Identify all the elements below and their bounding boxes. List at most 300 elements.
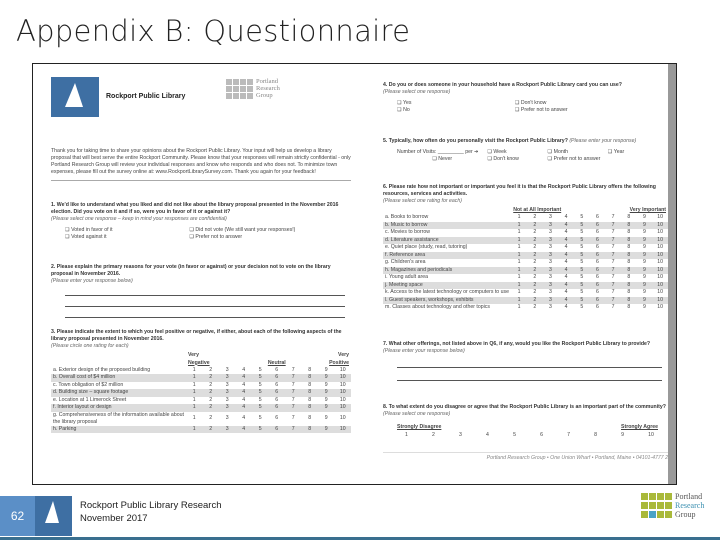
rating-option[interactable]: 8 (308, 381, 312, 388)
rating-option[interactable]: 5 (574, 252, 590, 260)
rating-option[interactable]: 1 (511, 282, 527, 290)
prg-logo (226, 78, 280, 99)
rating-option[interactable]: 2 (527, 282, 543, 290)
option[interactable]: ❑ Prefer not to answer (547, 156, 601, 163)
rating-option[interactable]: 8 (627, 274, 631, 281)
rating-option[interactable]: 2 (533, 304, 537, 311)
rating-option[interactable]: 8 (627, 244, 631, 251)
rating-option[interactable]: 8 (627, 259, 631, 266)
rating-option[interactable]: 8 (308, 396, 312, 403)
rating-option[interactable]: 1 (186, 374, 203, 382)
rating-option[interactable]: 1 (192, 381, 196, 388)
rating-option[interactable]: 6 (596, 229, 599, 236)
rating-option[interactable]: 6 (269, 389, 286, 397)
rating-option[interactable]: 4 (558, 252, 574, 260)
rating-option[interactable]: 5 (574, 267, 590, 275)
rating-option[interactable]: 10 (339, 366, 346, 373)
scale-label: Strongly Agree (621, 424, 658, 431)
rating-option[interactable]: 5 (258, 381, 262, 388)
rating-option[interactable]: 8 (594, 432, 597, 439)
rating-row (383, 259, 668, 267)
row-label: d. Building size – square footage (51, 389, 186, 397)
slide-title: Appendix B: Questionnaire (16, 14, 411, 48)
rating-option[interactable]: 2 (533, 214, 537, 221)
rating-option[interactable]: 2 (527, 252, 543, 260)
rating-option[interactable]: 8 (627, 304, 631, 311)
rating-option[interactable]: 4 (486, 432, 489, 439)
rating-option[interactable]: 4 (236, 404, 253, 412)
rating-option[interactable]: 9 (637, 297, 653, 305)
question-hint: (Please enter your response below) (383, 348, 465, 355)
rating-option[interactable]: 3 (548, 274, 552, 281)
rating-option[interactable]: 8 (308, 415, 312, 422)
rating-option[interactable]: 6 (596, 214, 599, 221)
rating-option[interactable]: 6 (590, 267, 606, 275)
rating-option[interactable]: 10 (335, 426, 352, 434)
rating-option[interactable]: 1 (186, 389, 203, 397)
rating-option[interactable]: 8 (621, 222, 637, 230)
rating-option[interactable]: 5 (580, 259, 584, 266)
rating-option[interactable]: 8 (308, 366, 312, 373)
row-label: l. Guest speakers, workshops, exhibits (383, 297, 511, 305)
rating-option[interactable]: 4 (558, 282, 574, 290)
question-hint: (Please select one response – keep in mind your responses are confidential) (51, 216, 227, 223)
rating-option[interactable]: 6 (596, 244, 599, 251)
rating-option[interactable]: 1 (517, 259, 521, 266)
rating-option[interactable]: 2 (533, 289, 537, 296)
rating-option[interactable]: 4 (242, 381, 246, 388)
rating-option[interactable]: 6 (269, 374, 286, 382)
rating-option[interactable]: 7 (611, 244, 615, 251)
rating-option[interactable]: 2 (533, 259, 537, 266)
option[interactable]: ❑ Year (607, 149, 625, 156)
rating-row (51, 382, 351, 390)
rating-row (51, 426, 351, 434)
rating-option[interactable]: 4 (558, 237, 574, 245)
rating-option[interactable]: 5 (580, 214, 584, 221)
option[interactable]: ❑ Don't know (487, 156, 519, 163)
rating-option[interactable]: 2 (432, 432, 435, 439)
rating-option[interactable]: 3 (225, 396, 229, 403)
rating-option[interactable]: 5 (574, 237, 590, 245)
option[interactable]: ❑ Month (547, 149, 569, 156)
answer-line[interactable] (65, 317, 345, 318)
answer-line[interactable] (65, 306, 345, 307)
rating-option[interactable]: 10 (648, 432, 654, 439)
rating-option[interactable]: 5 (252, 389, 269, 397)
rating-option[interactable]: 7 (611, 289, 615, 296)
rating-option[interactable]: 1 (511, 237, 527, 245)
question-text: 4. Do you or does someone in your household have a Rockport Public Library card you can use? (383, 82, 622, 88)
rating-option[interactable]: 9 (637, 222, 653, 230)
question-text: 6. Please rate how not important or important you feel it is that the Rockport Public Library offers the following resources, services and activities. (383, 184, 656, 198)
rating-option[interactable]: 5 (258, 396, 262, 403)
rating-option[interactable]: 1 (192, 396, 196, 403)
option[interactable]: ❑ Did not vote (We still want your responses!) (189, 227, 296, 234)
rating-option[interactable]: 7 (285, 374, 302, 382)
intro-text: Thank you for taking time to share your opinions about the Rockport Public Library. Your input will help us develop a library proposal that will best serve the entire Rockport Community. Please know that your responses will remain strictly confidential - only Portland Research Group will review your individual responses and know who responds and who does not. To minimize town expenses, please fill out the survey online at: www.RockportLibrarySurvey.com. Thank you again for your feedback! (51, 148, 351, 181)
rating-option[interactable]: 1 (405, 432, 408, 439)
rating-option[interactable]: 1 (517, 289, 521, 296)
rating-option[interactable]: 5 (252, 404, 269, 412)
rating-option[interactable]: 8 (621, 282, 637, 290)
rating-option[interactable]: 8 (627, 289, 631, 296)
rating-option[interactable]: 8 (621, 297, 637, 305)
row-label: c. Movies to borrow (385, 229, 430, 236)
rating-option[interactable]: 10 (335, 404, 352, 412)
rating-option[interactable]: 7 (291, 366, 295, 373)
rating-option[interactable]: 5 (252, 426, 269, 434)
rating-option[interactable]: 3 (548, 289, 552, 296)
rating-option[interactable]: 5 (580, 289, 584, 296)
rating-option[interactable]: 7 (611, 259, 615, 266)
rating-option[interactable]: 8 (627, 214, 631, 221)
scale-label: Very Important (629, 207, 666, 214)
rating-option[interactable]: 6 (596, 289, 599, 296)
rating-option[interactable]: 2 (527, 267, 543, 275)
rating-option[interactable]: 3 (543, 267, 559, 275)
rating-option[interactable]: 3 (548, 214, 552, 221)
rating-option[interactable]: 4 (564, 214, 568, 221)
rating-option[interactable]: 3 (548, 244, 552, 251)
question-3 (51, 329, 351, 433)
rating-option[interactable]: 4 (564, 289, 568, 296)
rating-option[interactable]: 3 (225, 415, 229, 422)
page-footer: Portland Research Group • One Union Wharf • Portland, Maine • 04101-4777 2 (383, 452, 668, 462)
rating-option[interactable]: 10 (652, 297, 668, 305)
rating-row (383, 229, 668, 237)
rating-option[interactable]: 5 (580, 274, 584, 281)
rating-option[interactable]: 10 (657, 214, 664, 221)
rating-row (383, 282, 668, 290)
rating-option[interactable]: 6 (596, 304, 599, 311)
rating-option[interactable]: 5 (580, 304, 584, 311)
rating-option[interactable]: 2 (533, 274, 537, 281)
rating-option[interactable]: 4 (242, 396, 246, 403)
rating-option[interactable]: 5 (580, 229, 584, 236)
rating-option[interactable]: 2 (203, 426, 220, 434)
question-hint: (Please enter your response) (569, 138, 637, 144)
rating-row (51, 367, 351, 375)
rating-option[interactable]: 4 (564, 259, 568, 266)
option[interactable]: ❑ Voted in favor of it (65, 227, 113, 234)
rating-option[interactable]: 10 (652, 267, 668, 275)
question-hint: (Please enter your response below) (51, 278, 133, 285)
rating-option[interactable]: 6 (590, 297, 606, 305)
rating-option[interactable]: 1 (511, 297, 527, 305)
rating-option[interactable]: 10 (652, 282, 668, 290)
rating-option[interactable]: 2 (209, 415, 213, 422)
option[interactable]: ❑ Voted against it (65, 234, 107, 241)
rating-option[interactable]: 8 (621, 252, 637, 260)
rating-option[interactable]: 6 (269, 404, 286, 412)
rating-option[interactable]: 1 (192, 366, 196, 373)
rating-option[interactable]: 9 (643, 229, 646, 236)
rating-option[interactable]: 7 (605, 222, 621, 230)
rating-option[interactable]: 10 (339, 415, 346, 422)
answer-line[interactable] (397, 380, 662, 381)
rating-option[interactable]: 10 (335, 374, 352, 382)
rating-option[interactable]: 3 (225, 366, 229, 373)
option[interactable]: ❑ Never (432, 156, 453, 163)
rating-option[interactable]: 8 (621, 267, 637, 275)
question-7 (383, 341, 668, 381)
rating-option[interactable]: 9 (318, 404, 335, 412)
questionnaire-image (32, 63, 677, 485)
rating-option[interactable]: 2 (203, 374, 220, 382)
rating-option[interactable]: 10 (652, 237, 668, 245)
rating-option[interactable]: 2 (527, 222, 543, 230)
question-hint: (Please select one response) (383, 89, 451, 96)
rating-row (383, 274, 668, 282)
scale-label: Very (338, 352, 349, 359)
rating-option[interactable]: 7 (611, 214, 615, 221)
rating-option[interactable]: 6 (275, 381, 279, 388)
rating-option[interactable]: 10 (335, 389, 352, 397)
rating-option[interactable]: 5 (574, 222, 590, 230)
rating-option[interactable]: 3 (219, 389, 236, 397)
rating-option[interactable]: 10 (657, 289, 664, 296)
prg-logo-footer (641, 493, 704, 519)
rating-row (383, 244, 668, 252)
rating-option[interactable]: 4 (242, 366, 246, 373)
rating-option[interactable]: 2 (533, 244, 537, 251)
rating-option[interactable]: 2 (527, 237, 543, 245)
scale-label: Not at All Important (513, 207, 562, 214)
scale-label: Strongly Disagree (397, 424, 442, 431)
rating-option[interactable]: 3 (543, 282, 559, 290)
rating-option[interactable]: 3 (543, 222, 559, 230)
option[interactable]: ❑ Prefer not to answer (514, 107, 568, 114)
rating-row (383, 267, 668, 275)
rating-option[interactable]: 7 (605, 237, 621, 245)
rating-option[interactable]: 10 (652, 222, 668, 230)
rating-option[interactable]: 3 (459, 432, 462, 439)
rating-option[interactable]: 4 (564, 244, 568, 251)
question-4 (383, 82, 668, 114)
row-label: a. Exterior design of the proposed building (53, 366, 151, 373)
rating-option[interactable]: 6 (590, 237, 606, 245)
rating-option[interactable]: 1 (517, 274, 521, 281)
rating-option[interactable]: 2 (209, 396, 213, 403)
rating-option[interactable]: 4 (564, 274, 568, 281)
rating-option[interactable]: 5 (252, 374, 269, 382)
rating-option[interactable]: 10 (339, 396, 346, 403)
rating-option[interactable]: 8 (302, 374, 319, 382)
rating-option[interactable]: 4 (236, 374, 253, 382)
option[interactable]: ❑ Prefer not to answer (189, 234, 243, 241)
row-label: b. Overall cost of $4 million (51, 374, 186, 382)
rating-option[interactable]: 7 (285, 426, 302, 434)
rating-option[interactable]: 6 (596, 259, 599, 266)
rating-option[interactable]: 6 (275, 366, 279, 373)
rating-option[interactable]: 10 (657, 274, 664, 281)
rating-option[interactable]: 8 (302, 404, 319, 412)
rating-option[interactable]: 7 (605, 282, 621, 290)
rating-option[interactable]: 8 (621, 237, 637, 245)
rating-option[interactable]: 3 (543, 297, 559, 305)
rating-option[interactable]: 9 (637, 252, 653, 260)
rating-option[interactable]: 7 (567, 432, 570, 439)
rating-option[interactable]: 7 (605, 252, 621, 260)
rating-option[interactable]: 2 (209, 381, 213, 388)
rating-option[interactable]: 2 (203, 389, 220, 397)
row-label: k. Access to the latest technology or computers to use (385, 289, 509, 296)
rating-option[interactable]: 5 (513, 432, 516, 439)
rating-option[interactable]: 9 (324, 366, 328, 373)
option[interactable]: ❑ Don't know (514, 100, 547, 107)
prg-word: Research (675, 500, 705, 510)
rating-option[interactable]: 1 (186, 404, 203, 412)
rating-option[interactable]: 3 (543, 252, 559, 260)
question-text: 5. Typically, how often do you personally visit the Rockport Public Library? (383, 138, 568, 144)
rating-row (383, 214, 668, 222)
prg-word: Portland (675, 492, 703, 501)
rating-option[interactable]: 6 (275, 396, 279, 403)
question-hint: (Please circle one rating for each) (51, 343, 129, 350)
rating-option[interactable]: 9 (318, 374, 335, 382)
rating-option[interactable]: 2 (203, 404, 220, 412)
row-label: e. Quiet place (study, read, tutoring) (385, 244, 468, 251)
scale-label: Neutral (267, 359, 286, 366)
question-text: 2. Please explain the primary reasons for your vote (in favor or against) or your decision not to vote on the library proposal in November 2016. (51, 264, 331, 278)
option[interactable]: ❑ Week (487, 149, 507, 156)
rating-option[interactable]: 1 (517, 304, 521, 311)
rating-row (51, 397, 351, 405)
rating-option[interactable]: 4 (564, 304, 568, 311)
rating-option[interactable]: 1 (511, 222, 527, 230)
rating-option[interactable]: 6 (590, 222, 606, 230)
rating-option[interactable]: 3 (219, 426, 236, 434)
rating-option[interactable]: 7 (605, 297, 621, 305)
question-hint: (Please select one response) (383, 411, 451, 418)
rating-option[interactable]: 4 (564, 229, 568, 236)
rating-option[interactable]: 5 (258, 366, 262, 373)
answer-line[interactable] (65, 295, 345, 296)
row-label: h. Parking (51, 426, 186, 434)
rating-table-q3 (51, 352, 351, 433)
rating-option[interactable]: 8 (627, 229, 631, 236)
prg-word: Group (256, 92, 273, 100)
rating-option[interactable]: 10 (657, 304, 664, 311)
rating-row (51, 389, 351, 397)
rating-option[interactable]: 9 (637, 282, 653, 290)
rating-option[interactable]: 1 (511, 267, 527, 275)
rating-option[interactable]: 6 (590, 282, 606, 290)
rating-option[interactable]: 1 (517, 214, 521, 221)
rating-option[interactable]: 5 (580, 244, 584, 251)
option[interactable]: ❑ Yes (397, 100, 412, 107)
rating-option[interactable]: 4 (236, 389, 253, 397)
rating-option[interactable]: 3 (548, 304, 552, 311)
rating-option[interactable]: 4 (236, 426, 253, 434)
rating-option[interactable]: 8 (302, 389, 319, 397)
rating-option[interactable]: 7 (611, 274, 615, 281)
rating-option[interactable]: 8 (302, 426, 319, 434)
option[interactable]: ❑ No (397, 107, 410, 114)
rating-option[interactable]: 6 (540, 432, 543, 439)
rating-option[interactable]: 2 (533, 229, 537, 236)
question-text: 7. What other offerings, not listed above in Q6, if any, would you like the Rockport Public Library to provide? (383, 341, 651, 347)
rating-option[interactable]: 6 (275, 415, 279, 422)
question-8 (383, 404, 668, 439)
rating-option[interactable]: 7 (291, 381, 295, 388)
rating-option[interactable]: 9 (643, 304, 646, 311)
rating-option[interactable]: 7 (291, 396, 295, 403)
rating-option[interactable]: 7 (285, 404, 302, 412)
rating-option[interactable]: 10 (657, 229, 664, 236)
row-label: m. Classes about technology and other topics (385, 304, 490, 311)
question-hint: (Please select one rating for each) (383, 198, 463, 205)
rating-option[interactable]: 9 (324, 396, 328, 403)
rating-option[interactable]: 3 (543, 237, 559, 245)
rating-option[interactable]: 9 (637, 237, 653, 245)
rating-option[interactable]: 3 (219, 374, 236, 382)
rating-option[interactable]: 4 (558, 222, 574, 230)
rating-option[interactable]: 3 (548, 259, 552, 266)
row-label: b. Music to borrow (383, 222, 511, 230)
rating-option[interactable]: 3 (225, 381, 229, 388)
rating-option[interactable]: 10 (657, 259, 664, 266)
rating-option[interactable]: 1 (517, 244, 521, 251)
rating-option[interactable]: 9 (643, 289, 646, 296)
rating-option[interactable]: 9 (318, 389, 335, 397)
rating-option[interactable]: 3 (219, 404, 236, 412)
rating-option[interactable]: 9 (643, 244, 646, 251)
row-label: e. Location at 1 Limerock Street (53, 396, 127, 403)
rating-option[interactable]: 5 (258, 415, 262, 422)
rating-option[interactable]: 7 (611, 229, 615, 236)
rating-option[interactable]: 4 (558, 297, 574, 305)
rating-option[interactable]: 1 (511, 252, 527, 260)
rating-option[interactable]: 7 (611, 304, 615, 311)
rating-option[interactable]: 3 (548, 229, 552, 236)
answer-line[interactable] (397, 367, 662, 368)
visits-input[interactable]: Number of Visits: _________ per ➔ (397, 149, 479, 156)
rating-row (383, 252, 668, 260)
rating-option[interactable]: 6 (269, 426, 286, 434)
rating-option[interactable]: 1 (517, 229, 521, 236)
rating-option[interactable]: 5 (574, 297, 590, 305)
rating-option[interactable]: 7 (285, 389, 302, 397)
rating-option[interactable]: 1 (192, 415, 196, 422)
rating-option[interactable]: 10 (657, 244, 664, 251)
rating-option[interactable]: 2 (527, 297, 543, 305)
rating-option[interactable]: 9 (324, 415, 328, 422)
rating-option[interactable]: 9 (621, 432, 625, 439)
rating-option[interactable]: 9 (643, 274, 646, 281)
rating-option[interactable]: 9 (318, 426, 335, 434)
rating-option[interactable]: 7 (291, 415, 295, 422)
rating-option[interactable]: 9 (643, 259, 646, 266)
rating-option[interactable]: 5 (574, 282, 590, 290)
rating-option[interactable]: 6 (590, 252, 606, 260)
footer-line: November 2017 (80, 512, 148, 524)
rating-option[interactable]: 9 (637, 267, 653, 275)
rating-option[interactable]: 10 (339, 381, 346, 388)
prg-word: Portland (256, 78, 279, 85)
rating-option[interactable]: 6 (596, 274, 599, 281)
rating-option[interactable]: 9 (324, 381, 328, 388)
rating-row (383, 297, 668, 305)
rating-option[interactable]: 7 (605, 267, 621, 275)
rating-option[interactable]: 10 (652, 252, 668, 260)
rating-option[interactable]: 1 (186, 426, 203, 434)
rating-option[interactable]: 4 (242, 415, 246, 422)
rating-option[interactable]: 2 (209, 366, 213, 373)
rating-option[interactable]: 4 (558, 267, 574, 275)
rating-option[interactable]: 9 (643, 214, 646, 221)
